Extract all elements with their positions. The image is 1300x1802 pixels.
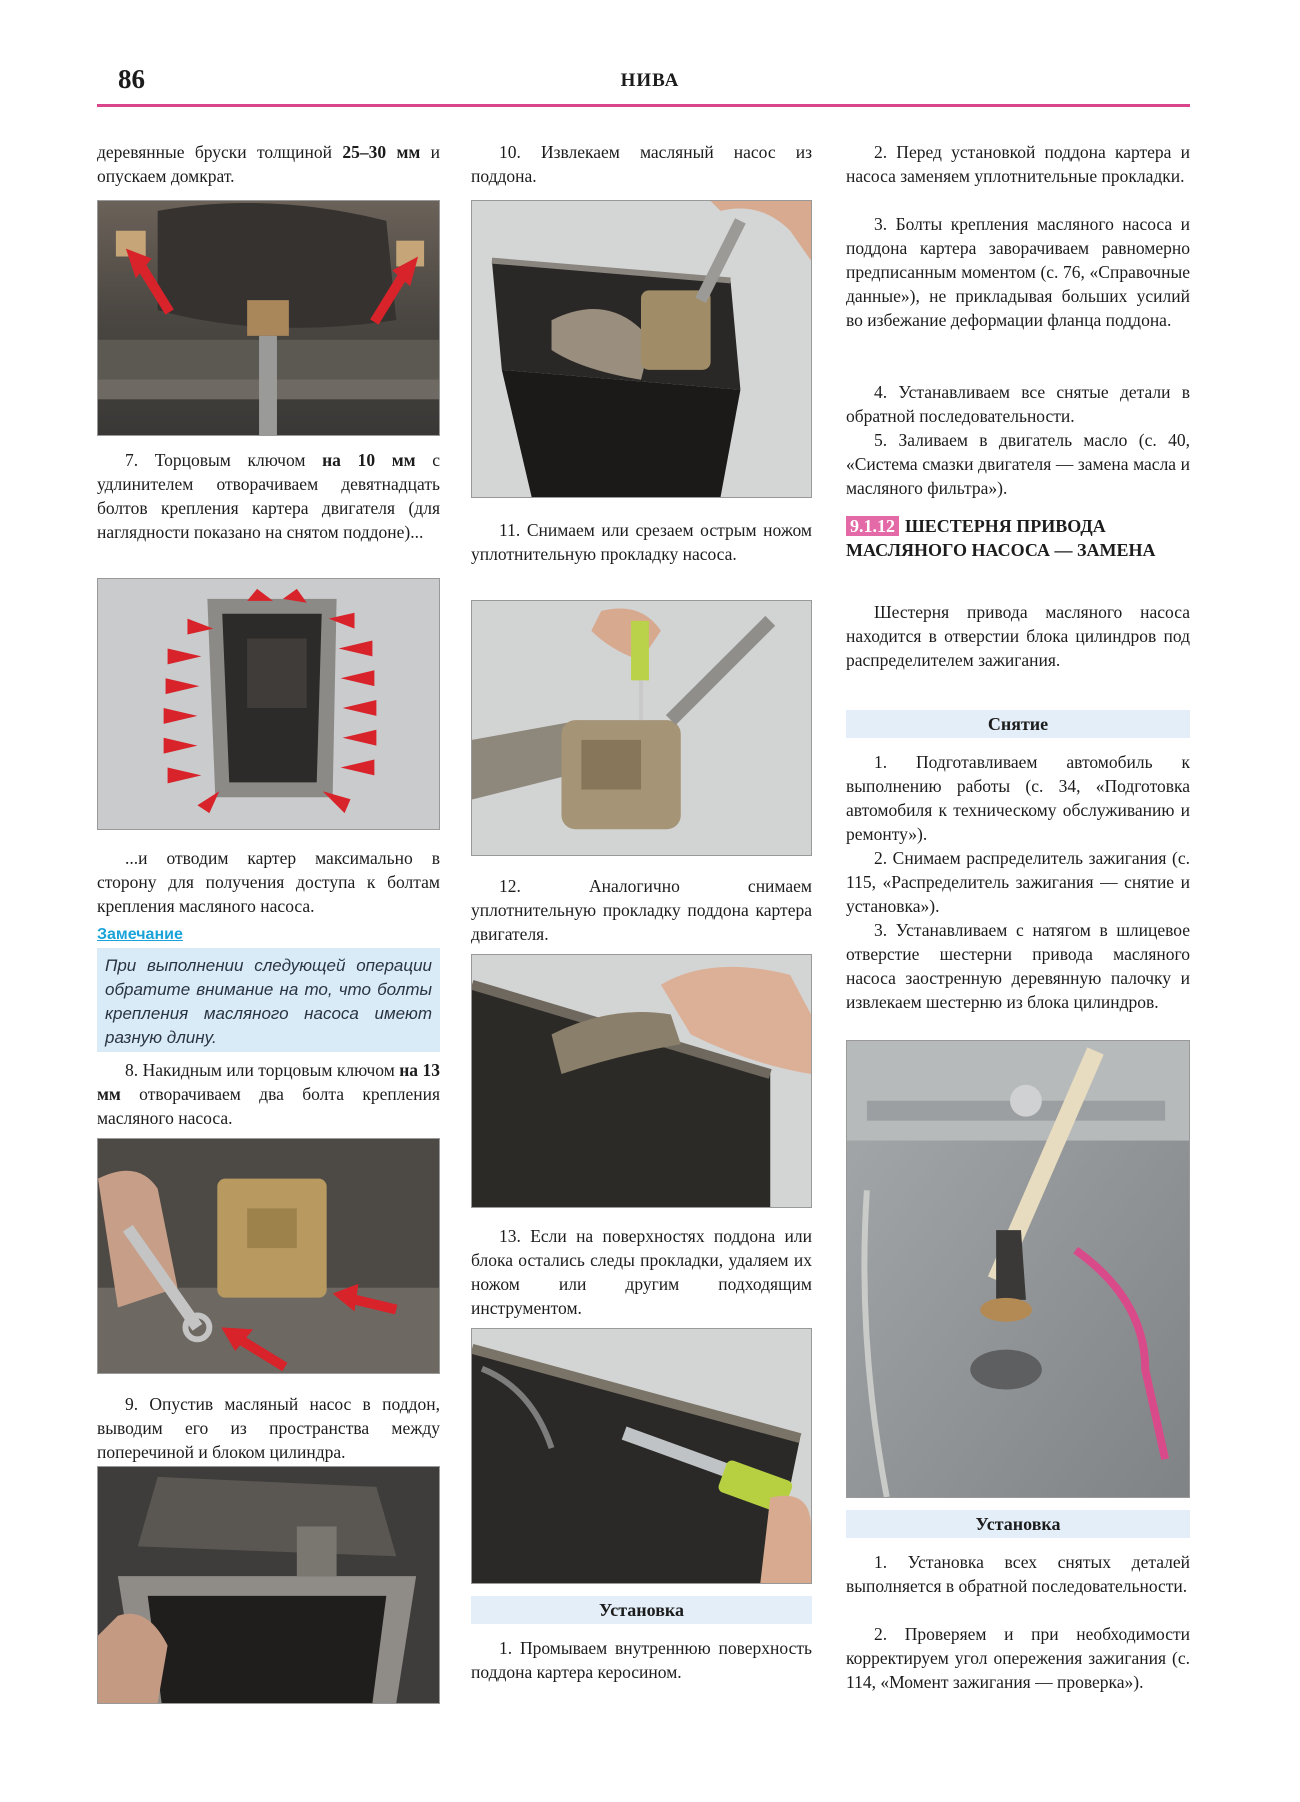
- paragraph-install-3: 3. Болты крепления масляного насоса и поддона картера заворачиваем равномерно предписанным моментом (с. 76, «Справочные данные»), не прикладывая больших усилий во избежание деформации фланца поддона.: [846, 214, 1190, 330]
- photo-pump-lowered: [97, 1466, 440, 1704]
- paragraph-intro: деревянные бруски толщиной 25–30 мм и опускаем домкрат.: [97, 142, 441, 186]
- photo-pump-extracted: [471, 200, 812, 498]
- photo-pump-bolts-wrench: [97, 1138, 440, 1374]
- note-title: Замечание: [97, 926, 183, 943]
- paragraph-gear-install-1: 1. Установка всех снятых деталей выполняется в обратной последовательности.: [846, 1552, 1190, 1596]
- paragraph-install-5: 5. Заливаем в двигатель масло (с. 40, «Система смазки двигателя — замена масла и масляного фильтра»).: [846, 430, 1190, 498]
- paragraph-install-1: 1. Промываем внутреннюю поверхность поддона картера керосином.: [471, 1638, 812, 1682]
- paragraph-step-13: 13. Если на поверхностях поддона или блока остались следы прокладки, удаляем их ножом или другим подходящим инструментом.: [471, 1226, 812, 1318]
- header-rule: [97, 104, 1190, 107]
- paragraph-step-11: 11. Снимаем или срезаем острым ножом уплотнительную прокладку насоса.: [471, 520, 812, 564]
- paragraph-removal-3: 3. Устанавливаем с натягом в шлицевое отверстие шестерни привода масляного насоса заостренную деревянную палочку и извлекаем шестерню из блока цилиндров.: [846, 920, 1190, 1012]
- photo-jack-blocks: [97, 200, 440, 436]
- photo-cut-pump-gasket: [471, 600, 812, 856]
- subheading-install-col3: Установка: [846, 1510, 1190, 1538]
- paragraph-move-pan: ...и отводим картер максимально в сторону для получения доступа к болтам крепления масляного насоса.: [97, 848, 440, 916]
- paragraph-removal-2: 2. Снимаем распределитель зажигания (с. 115, «Распределитель зажигания — снятие и установка»).: [846, 848, 1190, 916]
- paragraph-step-10: 10. Извлекаем масляный насос из поддона.: [471, 142, 812, 186]
- photo-oil-pan-bolts: [97, 578, 440, 830]
- photo-remove-pan-gasket: [471, 954, 812, 1208]
- paragraph-step-12: 12. Аналогично снимаем уплотнительную прокладку поддона картера двигателя.: [471, 876, 812, 944]
- page-number: 86: [118, 64, 145, 94]
- note-box: [97, 948, 440, 1052]
- subheading-install-col2: Установка: [471, 1596, 812, 1624]
- section-heading: [846, 514, 1190, 562]
- running-title: НИВА: [620, 70, 680, 91]
- paragraph-gear-install-2: 2. Проверяем и при необходимости корректируем угол опережения зажигания (с. 114, «Момент зажигания — проверка»).: [846, 1624, 1190, 1692]
- paragraph-step-8: 8. Накидным или торцовым ключом на 13 мм отворачиваем два болта крепления масляного насоса.: [97, 1060, 440, 1128]
- photo-extract-drive-gear: [846, 1040, 1190, 1498]
- subheading-removal: Снятие: [846, 710, 1190, 738]
- section-title: ШЕСТЕРНЯ ПРИВОДА МАСЛЯНОГО НАСОСА — ЗАМЕНА: [846, 516, 1156, 560]
- paragraph-step-7: 7. Торцовым ключом на 10 мм с удлинителем отворачиваем девятнадцать болтов крепления картера двигателя (для наглядности показано на снятом поддоне)...: [97, 450, 440, 542]
- paragraph-step-9: 9. Опустив масляный насос в поддон, выводим его из пространства между поперечиной и блоком цилиндра.: [97, 1394, 440, 1462]
- paragraph-install-4: 4. Устанавливаем все снятые детали в обратной последовательности.: [846, 382, 1190, 426]
- photo-scrape-residue: [471, 1328, 812, 1584]
- paragraph-section-intro: Шестерня привода масляного насоса находится в отверстии блока цилиндров под распределителем зажигания.: [846, 602, 1190, 670]
- section-number-badge: 9.1.12: [846, 516, 899, 536]
- note-text: При выполнении следующей операции обратите внимание на то, что болты крепления масляного насоса имеют разную длину.: [105, 956, 432, 1047]
- paragraph-removal-1: 1. Подготавливаем автомобиль к выполнению работы (с. 34, «Подготовка автомобиля к техническому обслуживанию и ремонту»).: [846, 752, 1190, 844]
- paragraph-install-2: 2. Перед установкой поддона картера и насоса заменяем уплотнительные прокладки.: [846, 142, 1190, 186]
